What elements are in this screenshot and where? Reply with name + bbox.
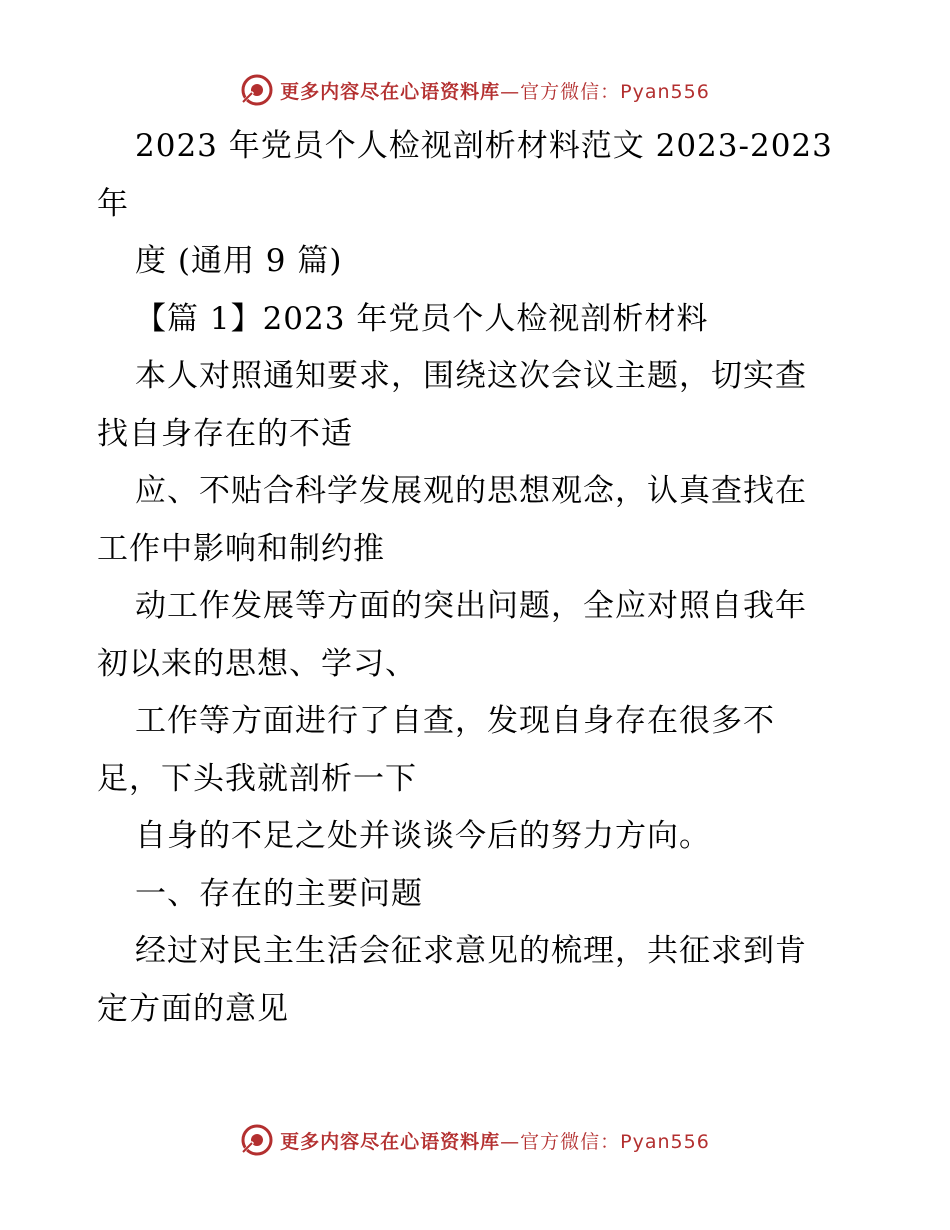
watermark-suffix: —官方微信：Pyan556 — [500, 80, 710, 103]
doc-line: 度 (通用 9 篇) — [135, 243, 343, 279]
brand-logo-icon — [240, 1123, 274, 1157]
doc-line: 一、存在的主要问题 — [135, 875, 423, 912]
doc-line: 【篇 1】2023 年党员个人检视剖析材料 — [135, 300, 709, 337]
doc-line: 工作中影响和制约推 — [97, 530, 385, 567]
watermark-suffix: —官方微信：Pyan556 — [500, 1130, 710, 1153]
watermark-footer — [0, 1120, 950, 1160]
doc-line: 自身的不足之处并谈谈今后的努力方向。 — [135, 818, 711, 854]
document-body — [97, 118, 857, 1038]
doc-line: 应、不贴合科学发展观的思想观念，认真查找在 — [135, 473, 807, 509]
watermark-text: 更多内容尽在心语资料库 — [280, 1130, 501, 1153]
doc-line: 本人对照通知要求，围绕这次会议主题，切实查 — [135, 358, 807, 394]
doc-line: 2023 年党员个人检视剖析材料范文 2023-2023 — [135, 128, 833, 164]
doc-line: 经过对民主生活会征求意见的梳理，共征求到肯 — [135, 933, 807, 969]
doc-line: 找自身存在的不适 — [97, 415, 353, 452]
doc-line: 年 — [97, 185, 129, 222]
watermark-text: 更多内容尽在心语资料库 — [280, 80, 501, 103]
doc-line: 初以来的思想、学习、 — [97, 645, 417, 682]
doc-line: 定方面的意见 — [97, 990, 289, 1027]
brand-logo-icon — [240, 73, 274, 107]
doc-line: 工作等方面进行了自查，发现自身存在很多不 — [135, 703, 775, 739]
doc-line: 足，下头我就剖析一下 — [97, 760, 417, 797]
doc-line: 动工作发展等方面的突出问题，全应对照自我年 — [135, 588, 807, 624]
watermark-header — [0, 70, 950, 110]
